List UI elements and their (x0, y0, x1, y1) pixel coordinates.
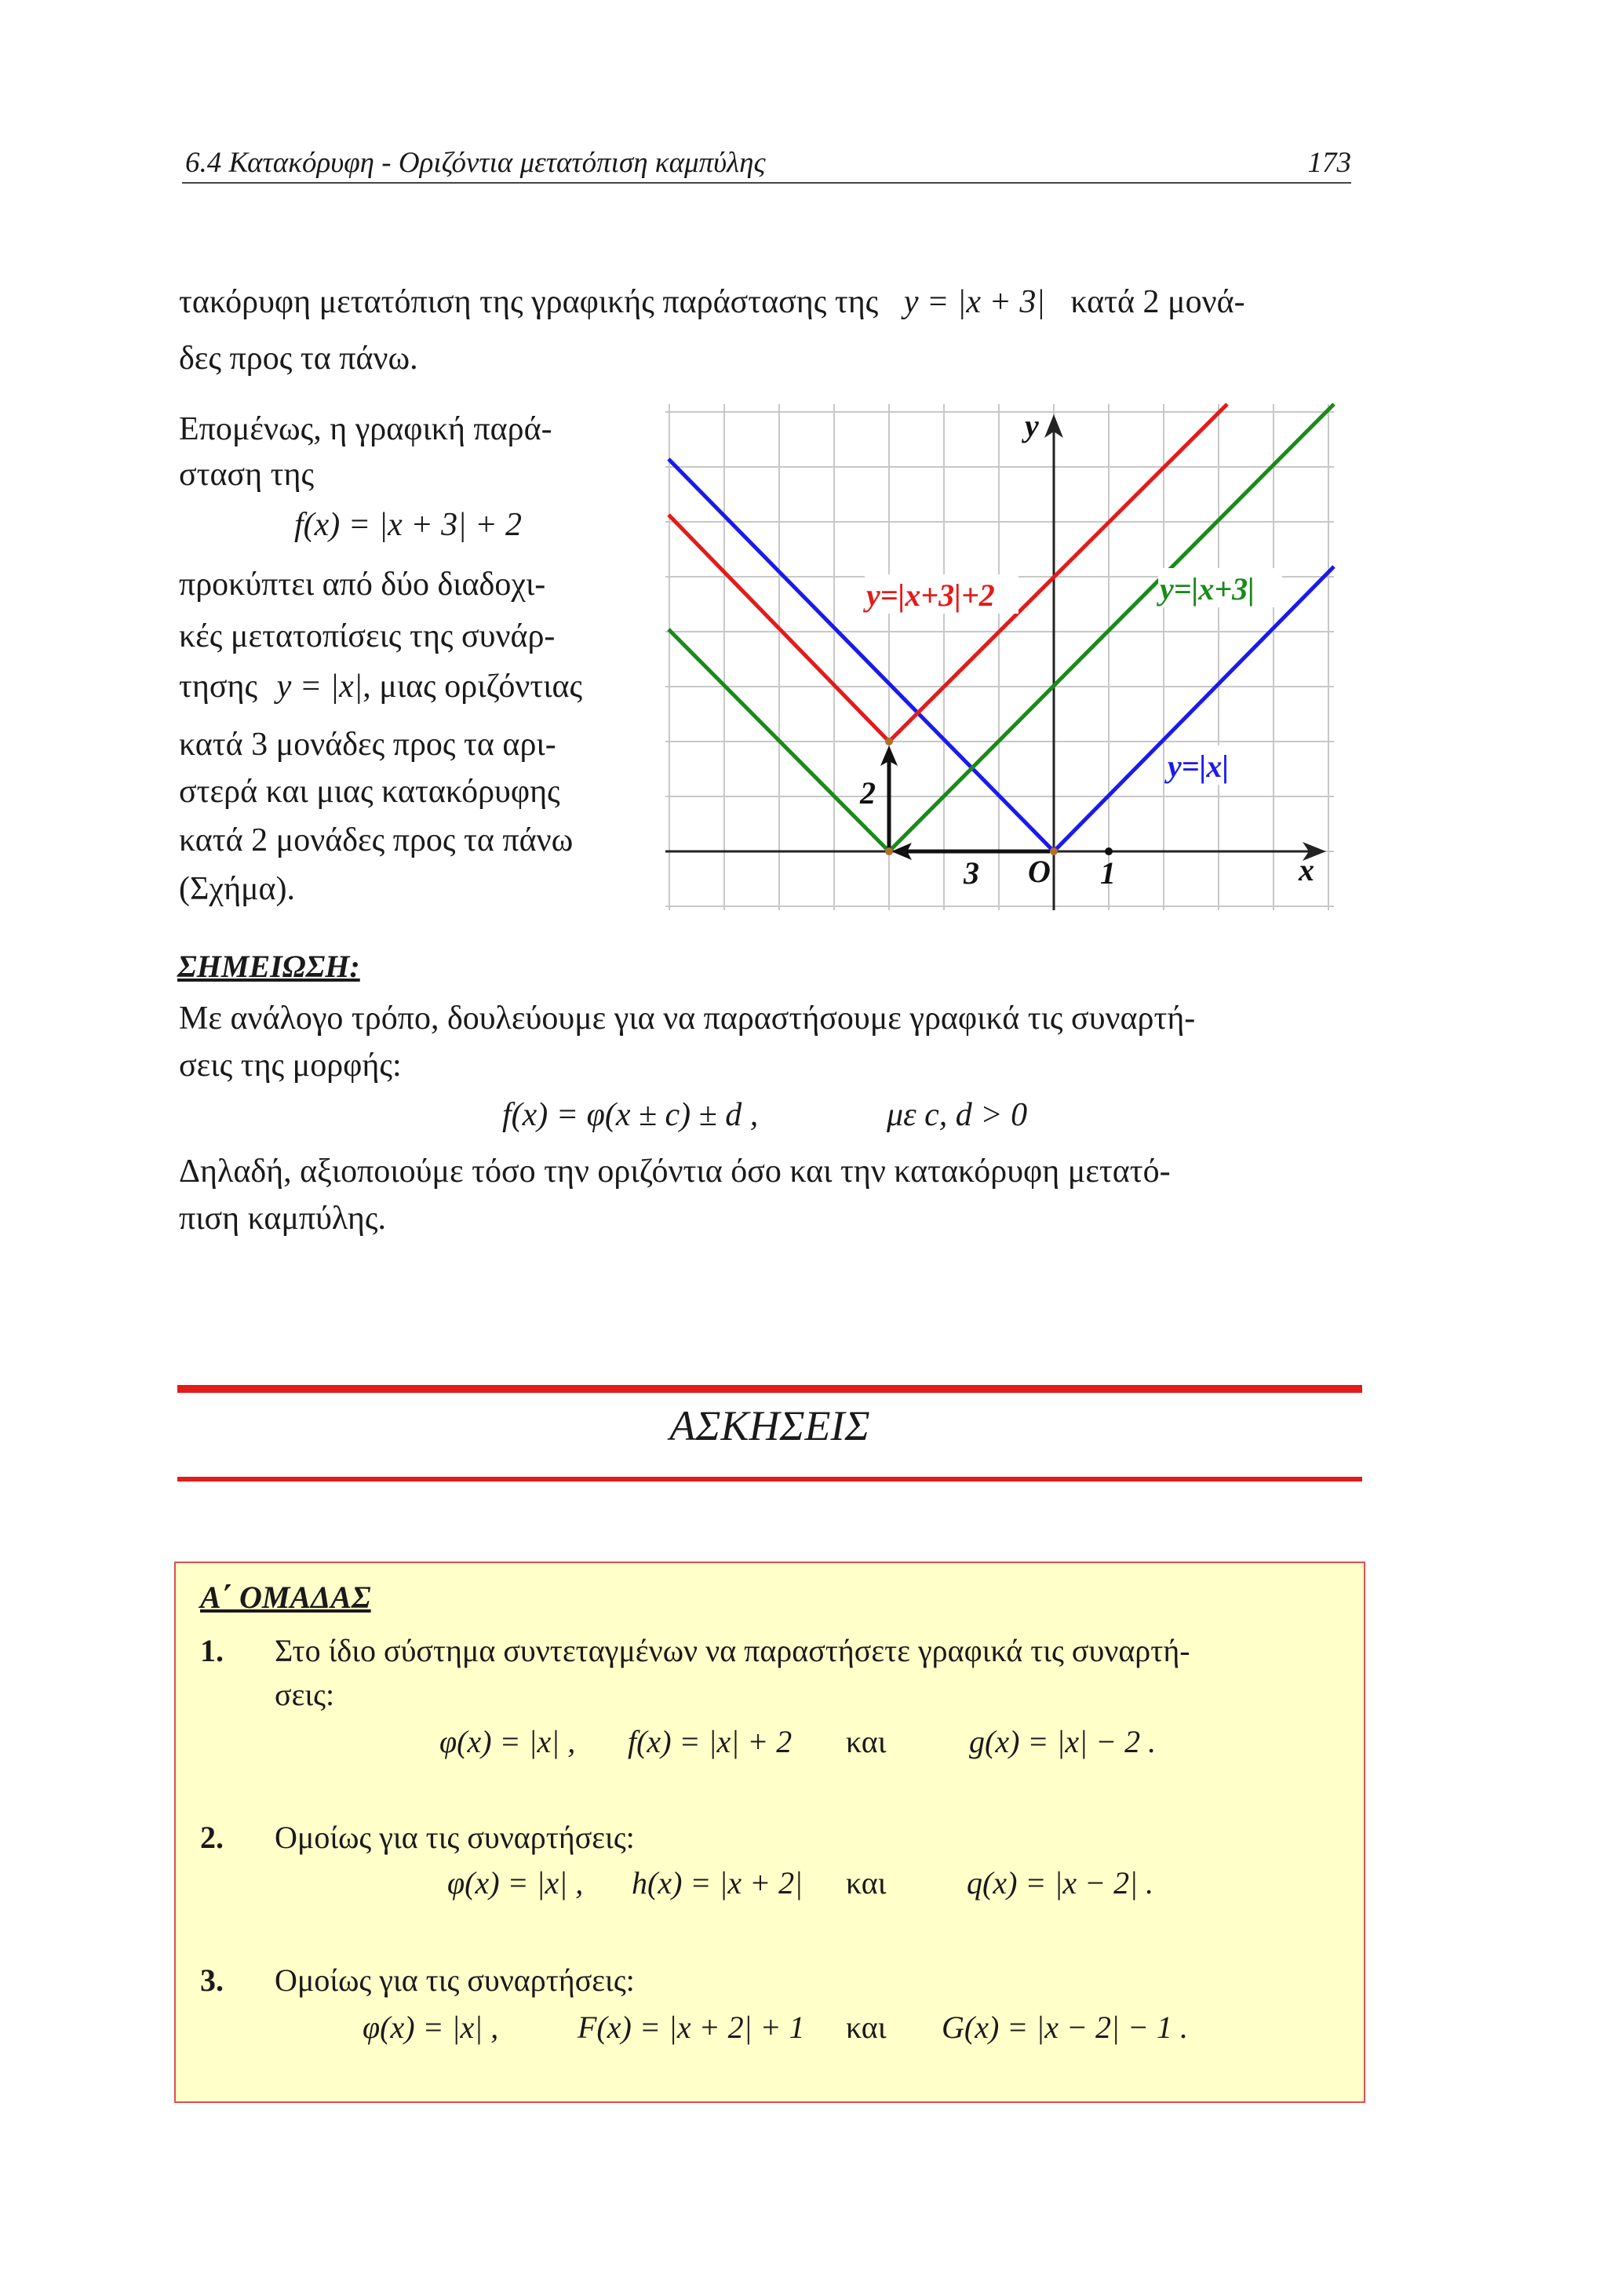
header-rule (182, 182, 1351, 184)
exercise-3-f3: G(x) = |x − 2| − 1 . (942, 2010, 1189, 2045)
vertex-red (885, 738, 893, 745)
note-condition: με c, d > 0 (887, 1097, 1028, 1133)
intro-line-1 (179, 276, 1245, 328)
group-heading: Α΄ ΟΜΑΔΑΣ (200, 1580, 371, 1615)
exercise-1-text-1: Στο ίδιο σύστημα συντεταγμένων να παραστήσετε γραφικά τις συναρτή- (275, 1633, 1190, 1668)
point-minus-3 (885, 847, 893, 855)
side-line-9: (Σχήμα). (179, 871, 296, 907)
side-line-2: σταση της (179, 457, 315, 493)
side-line-7: στερά και μιας κατακόρυφης (179, 774, 560, 810)
side-line-1: Επομένως, η γραφική παρά- (179, 411, 552, 447)
exercise-3-number: 3. (200, 1963, 224, 1998)
title-bar-top (177, 1385, 1362, 1393)
side-line-5a: τησης (179, 669, 258, 705)
graph-figure (665, 400, 1339, 918)
exercise-3-text: Ομοίως για τις συναρτήσεις: (275, 1963, 635, 1998)
green-curve-label: y=|x+3| (1160, 571, 1255, 607)
exercises-title: ΑΣΚΗΣΕΙΣ (669, 1402, 870, 1449)
exercise-2-f3: q(x) = |x − 2| . (967, 1865, 1154, 1901)
side-formula: f(x) = |x + 3| + 2 (294, 507, 523, 543)
y-axis-label: y (1025, 408, 1039, 443)
origin-point (1050, 847, 1058, 855)
intro-line-2: δες προς τα πάνω. (179, 341, 418, 377)
exercise-2-number: 2. (200, 1820, 224, 1855)
exercise-1-conj: και (846, 1724, 887, 1759)
x-axis-label: x (1299, 852, 1314, 887)
exercise-2-conj: και (846, 1865, 887, 1901)
side-line-5b: , μιας οριζόντιας (363, 669, 583, 705)
red-curve-label: y=|x+3|+2 (866, 578, 995, 613)
exercise-2-f2: h(x) = |x + 2| (632, 1865, 804, 1901)
exercise-3-f2: F(x) = |x + 2| + 1 (578, 2010, 805, 2045)
exercise-1-text-2: σεις: (275, 1677, 335, 1712)
page-number: 173 (1307, 147, 1351, 179)
note-line-4: πιση καμπύλης. (179, 1201, 387, 1237)
section-title: 6.4 Κατακόρυφη - Οριζόντια μετατόπιση καμπύλης (185, 147, 766, 179)
side-line-8: κατά 2 μονάδες προς τα πάνω (179, 822, 574, 858)
exercise-1-f2: f(x) = |x| + 2 (628, 1724, 793, 1759)
origin-label: O (1028, 854, 1051, 889)
curve-y-abs-x-plus-3-plus-2 (669, 404, 1227, 742)
curve-y-abs-x (669, 459, 1334, 851)
side-line-5-formula: y = |x| (276, 669, 363, 705)
side-line-5 (179, 661, 582, 712)
note-line-1: Με ανάλογο τρόπο, δουλεύουμε για να παραστήσουμε γραφικά τις συναρτή- (179, 1000, 1196, 1037)
exercise-2-text: Ομοίως για τις συναρτήσεις: (275, 1820, 635, 1855)
side-line-6: κατά 3 μονάδες προς τα αρι- (179, 727, 556, 763)
exercise-3-conj: και (846, 2010, 887, 2045)
grid (665, 404, 1334, 910)
exercise-1-f1: φ(x) = |x| , (439, 1724, 576, 1759)
note-line-3: Δηλαδή, αξιοποιούμε τόσο την οριζόντια όσο και την κατακόρυφη μετατό- (179, 1153, 1171, 1190)
exercise-1-number: 1. (200, 1633, 224, 1668)
note-line-2: σεις της μορφής: (179, 1048, 402, 1084)
note-heading: ΣΗΜΕΙΩΣΗ: (177, 949, 360, 984)
exercise-1-f3: g(x) = |x| − 2 . (969, 1724, 1157, 1759)
vertical-shift-label: 2 (860, 775, 876, 811)
tick-1-label: 1 (1100, 855, 1116, 891)
note-formula: f(x) = φ(x ± c) ± d , (502, 1097, 759, 1133)
side-line-4: κές μετατοπίσεις της συνάρ- (179, 618, 556, 654)
exercise-3-f1: φ(x) = |x| , (363, 2010, 499, 2045)
title-bar-bottom (177, 1477, 1362, 1481)
intro-end: κατά 2 μονά- (1070, 284, 1245, 320)
intro-formula: y = |x + 3| (903, 284, 1045, 320)
horizontal-shift-label: 3 (964, 855, 979, 891)
intro-text: τακόρυφη μετατόπιση της γραφικής παράστασης της (179, 284, 879, 320)
exercise-2-f1: φ(x) = |x| , (447, 1865, 584, 1901)
tick-1-point (1105, 847, 1113, 855)
side-line-3: προκύπτει από δύο διαδοχι- (179, 567, 546, 603)
blue-curve-label: y=|x| (1168, 749, 1230, 784)
